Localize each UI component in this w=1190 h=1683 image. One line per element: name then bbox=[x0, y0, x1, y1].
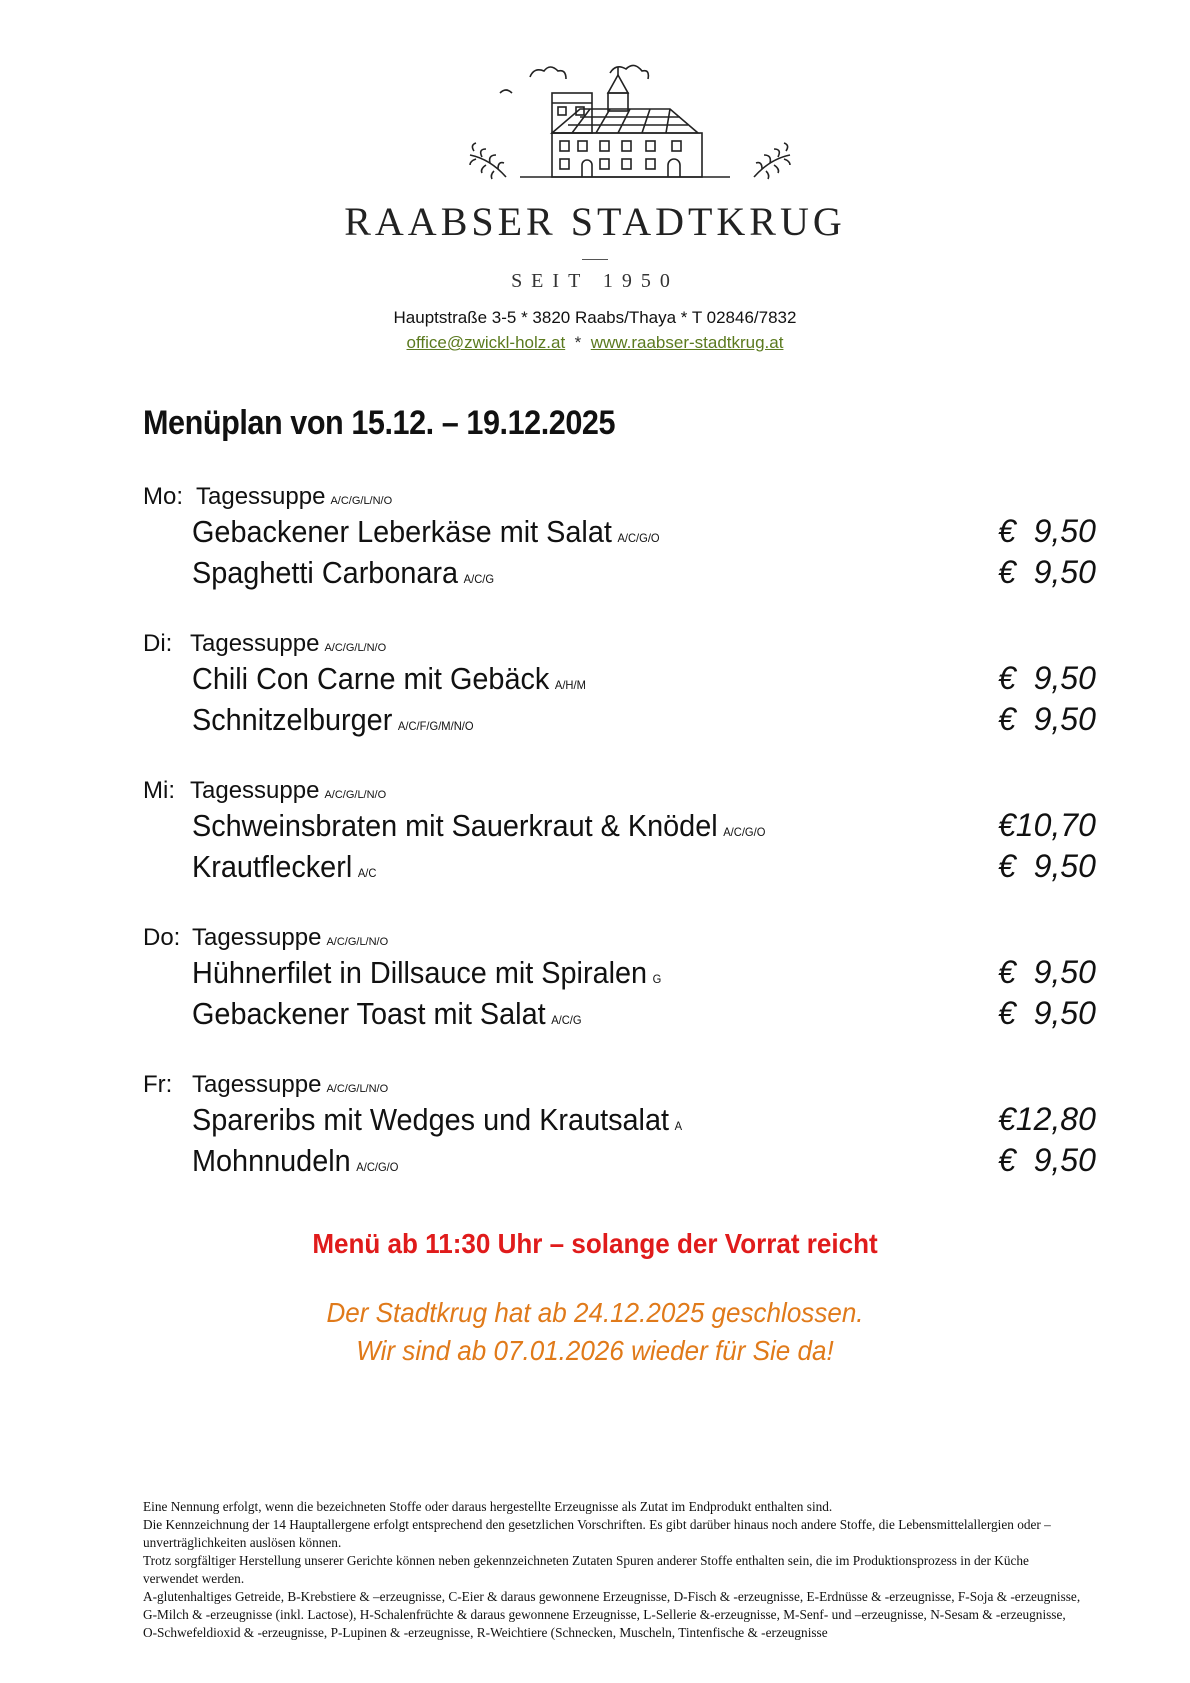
dish-row bbox=[143, 552, 1096, 593]
email-link[interactable]: office@zwickl-holz.at bbox=[406, 333, 566, 352]
dish-name: Krautfleckerl bbox=[192, 849, 353, 884]
closure-line-2: Wir sind ab 07.01.2026 wieder für Sie da! bbox=[356, 1335, 834, 1366]
soup-name: Tagessuppe bbox=[190, 630, 320, 657]
allergen-codes: A bbox=[674, 1119, 683, 1133]
allergen-codes: A/C/G/L/N/O bbox=[330, 495, 393, 507]
dish-row bbox=[143, 993, 1096, 1034]
allergen-footnotes bbox=[143, 1498, 1083, 1642]
dish-price: €10,70 bbox=[998, 807, 1096, 843]
day-label: Fr: bbox=[143, 1071, 173, 1098]
allergen-codes: A/C/G bbox=[463, 572, 495, 586]
dish-price: €12,80 bbox=[998, 1101, 1096, 1137]
soup-line bbox=[143, 630, 1093, 658]
dish-price: € 9,50 bbox=[998, 701, 1096, 737]
closure-line-1: Der Stadtkrug hat ab 24.12.2025 geschlossen. bbox=[326, 1297, 864, 1328]
day-friday bbox=[143, 1071, 1096, 1181]
allergen-codes: A/C/G/L/N/O bbox=[326, 1083, 389, 1095]
brand-name: RAABSER STADTKRUG bbox=[344, 199, 846, 244]
link-separator: * bbox=[574, 333, 582, 352]
dish-price: € 9,50 bbox=[998, 513, 1096, 549]
dish-row bbox=[143, 846, 1096, 887]
dish-name: Chili Con Carne mit Gebäck bbox=[192, 661, 550, 696]
dish-price: € 9,50 bbox=[998, 1142, 1096, 1178]
day-label: Mo: bbox=[143, 483, 184, 510]
dish-name: Schnitzelburger bbox=[192, 702, 393, 737]
serving-notice: Menü ab 11:30 Uhr – solange der Vorrat reicht bbox=[312, 1228, 878, 1259]
address-line: Hauptstraße 3-5 * 3820 Raabs/Thaya * T 02846/7832 bbox=[393, 308, 797, 327]
allergen-codes: A/C/G/L/N/O bbox=[324, 642, 387, 654]
allergen-codes: A/H/M bbox=[554, 678, 586, 692]
day-monday bbox=[143, 483, 1096, 593]
dish-name: Spareribs mit Wedges und Krautsalat bbox=[192, 1102, 670, 1137]
soup-name: Tagessuppe bbox=[196, 483, 326, 510]
allergen-codes: G bbox=[652, 972, 662, 986]
day-thursday bbox=[143, 924, 1096, 1034]
dish-price: € 9,50 bbox=[998, 954, 1096, 990]
soup-name: Tagessuppe bbox=[192, 1071, 322, 1098]
contact-links bbox=[0, 333, 1190, 353]
dish-name: Gebackener Toast mit Salat bbox=[192, 996, 546, 1031]
dish-row bbox=[143, 699, 1096, 740]
soup-name: Tagessuppe bbox=[192, 924, 322, 951]
day-label: Mi: bbox=[143, 777, 175, 804]
dish-name: Schweinsbraten mit Sauerkraut & Knödel bbox=[192, 808, 718, 843]
page-title: Menüplan von 15.12. – 19.12.2025 bbox=[143, 404, 616, 442]
footnote: Eine Nennung erfolgt, wenn die bezeichneten Stoffe oder daraus hergestellte Erzeugnisse als Zutat im Endprodukt enthalten sind. bbox=[143, 1499, 833, 1514]
dish-price: € 9,50 bbox=[998, 848, 1096, 884]
allergen-codes: A/C/G bbox=[551, 1013, 582, 1027]
day-label: Di: bbox=[143, 630, 173, 657]
since-year: SEIT 1950 bbox=[511, 270, 679, 292]
closure-notice bbox=[42, 1294, 1149, 1370]
dish-row bbox=[143, 1099, 1096, 1140]
dish-row bbox=[143, 805, 1096, 846]
website-link[interactable]: www.raabser-stadtkrug.at bbox=[590, 333, 784, 352]
day-label: Do: bbox=[143, 924, 181, 951]
dish-name: Spaghetti Carbonara bbox=[192, 555, 459, 590]
allergen-codes: A/C/G/L/N/O bbox=[326, 936, 389, 948]
footnote: A-glutenhaltiges Getreide, B-Krebstiere & –erzeugnisse, C-Eier & daraus gewonnene Erzeugnisse, D-Fisch & -erzeugnisse, E-Erdnüsse & -erzeugnisse, F-Soja & -erzeugnisse, G-Milch & -erzeugnisse (inkl. Lactose), H-Schalenfrüchte & daraus gewonnene Erzeugnisse, L-Sellerie &-erzeugnisse, M-Senf- und –erzeugnisse, N-Sesam & -erzeugnisse, O-Schwefeldioxid & -erzeugnisse, P-Lupinen & -erzeugnisse, R-Weichtiere (Schnecken, Muscheln, Tintenfische & -erzeugnisse bbox=[143, 1589, 1081, 1640]
soup-name: Tagessuppe bbox=[190, 777, 320, 804]
dish-row bbox=[143, 511, 1096, 552]
day-tuesday bbox=[143, 630, 1096, 740]
allergen-codes: A/C bbox=[357, 866, 377, 880]
dish-price: € 9,50 bbox=[998, 554, 1096, 590]
castle-building-logo bbox=[460, 55, 800, 205]
day-wednesday bbox=[143, 777, 1096, 887]
allergen-codes: A/C/G/L/N/O bbox=[324, 789, 387, 801]
dish-price: € 9,50 bbox=[998, 995, 1096, 1031]
soup-line bbox=[143, 777, 1093, 805]
dish-row bbox=[143, 1140, 1096, 1181]
dish-row bbox=[143, 952, 1096, 993]
dish-price: € 9,50 bbox=[998, 660, 1096, 696]
dish-name: Mohnnudeln bbox=[192, 1143, 351, 1178]
allergen-codes: A/C/F/G/M/N/O bbox=[397, 719, 474, 733]
allergen-codes: A/C/G/O bbox=[617, 531, 660, 545]
soup-line bbox=[143, 924, 1093, 952]
soup-line bbox=[143, 483, 1093, 511]
allergen-codes: A/C/G/O bbox=[356, 1160, 399, 1174]
soup-line bbox=[143, 1071, 1093, 1099]
dish-row bbox=[143, 658, 1096, 699]
brand-divider bbox=[582, 259, 608, 260]
dish-name: Gebackener Leberkäse mit Salat bbox=[192, 514, 612, 549]
dish-name: Hühnerfilet in Dillsauce mit Spiralen bbox=[192, 955, 648, 990]
allergen-codes: A/C/G/O bbox=[723, 825, 766, 839]
footnote: Trotz sorgfältiger Herstellung unserer Gerichte können neben gekennzeichneten Zutaten Spuren anderer Stoffe enthalten sein, die im Produktionsprozess in der Küche verwendet werden. bbox=[143, 1553, 1029, 1586]
footnote: Die Kennzeichnung der 14 Hauptallergene erfolgt entsprechend den gesetzlichen Vorschriften. Es gibt darüber hinaus noch andere Stoffe, die Lebensmittelallergien oder –unverträglichkeiten auslösen können. bbox=[143, 1517, 1051, 1550]
